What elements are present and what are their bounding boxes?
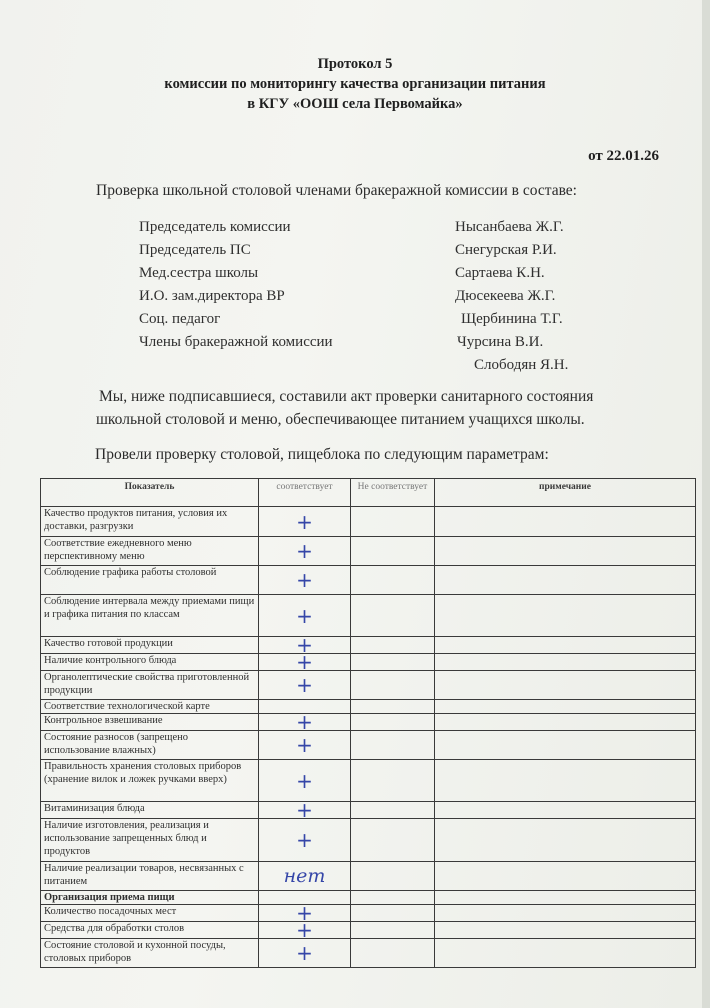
table-row <box>41 671 696 700</box>
table-row <box>41 905 696 922</box>
indicator-cell: Наличие контрольного блюда <box>41 654 259 671</box>
complies-mark: нет <box>259 862 351 891</box>
not-complies-cell <box>351 760 435 802</box>
note-cell <box>435 671 696 700</box>
indicator-cell: Правильность хранения столовых приборов (хранение вилок и ложек ручками вверх) <box>41 760 259 802</box>
complies-mark: + <box>259 595 351 637</box>
table-row <box>41 802 696 819</box>
member-role: Председатель ПС <box>139 242 251 258</box>
complies-mark: + <box>259 819 351 862</box>
not-complies-cell <box>351 862 435 891</box>
table-row <box>41 891 696 905</box>
table-row <box>41 566 696 595</box>
note-cell <box>435 507 696 537</box>
table-row <box>41 637 696 654</box>
table-row <box>41 731 696 760</box>
table-row <box>41 507 696 537</box>
table-row <box>41 714 696 731</box>
member-name: Сартаева К.Н. <box>455 265 545 281</box>
note-cell <box>435 654 696 671</box>
table-row <box>41 595 696 637</box>
note-cell <box>435 939 696 968</box>
indicator-cell: Витаминизация блюда <box>41 802 259 819</box>
note-cell <box>435 905 696 922</box>
indicator-cell: Средства для обработки столов <box>41 922 259 939</box>
note-cell <box>435 537 696 566</box>
not-complies-cell <box>351 802 435 819</box>
complies-mark: + <box>259 802 351 819</box>
table-row <box>41 537 696 566</box>
complies-mark: + <box>259 537 351 566</box>
member-role: Члены бракеражной комиссии <box>139 334 333 350</box>
indicator-cell: Организация приема пищи <box>41 891 259 905</box>
member-name: Снегурская Р.И. <box>455 242 557 258</box>
table-row <box>41 760 696 802</box>
table-row <box>41 819 696 862</box>
member-role: И.О. зам.директора ВР <box>139 288 285 304</box>
table-row <box>41 939 696 968</box>
note-cell <box>435 819 696 862</box>
complies-mark: + <box>259 731 351 760</box>
complies-mark: + <box>259 654 351 671</box>
table-row <box>41 862 696 891</box>
school-name: в КГУ «ООШ села Первомайка» <box>247 96 463 112</box>
member-role: Председатель комиссии <box>139 219 291 235</box>
member-role: Соц. педагог <box>139 311 221 327</box>
not-complies-cell <box>351 731 435 760</box>
member-name: Чурсина В.И. <box>457 334 544 350</box>
not-complies-cell <box>351 537 435 566</box>
indicator-cell: Контрольное взвешивание <box>41 714 259 731</box>
protocol-date: от 22.01.26 <box>588 148 659 164</box>
statement-line: школьной столовой и меню, обеспечивающее питанием учащихся школы. <box>96 411 585 428</box>
complies-mark: + <box>259 905 351 922</box>
intro-text: Проверка школьной столовой членами бракеражной комиссии в составе: <box>96 182 577 199</box>
member-name: Дюсекеева Ж.Г. <box>455 288 556 304</box>
indicator-cell: Соответствие ежедневного меню перспективному меню <box>41 537 259 566</box>
indicator-cell: Количество посадочных мест <box>41 905 259 922</box>
note-cell <box>435 637 696 654</box>
complies-mark: + <box>259 939 351 968</box>
params-intro: Провели проверку столовой, пищеблока по следующим параметрам: <box>95 446 549 463</box>
not-complies-cell <box>351 891 435 905</box>
note-cell <box>435 731 696 760</box>
column-header-indicator: Показатель <box>41 479 259 507</box>
note-cell <box>435 700 696 714</box>
not-complies-cell <box>351 922 435 939</box>
note-cell <box>435 862 696 891</box>
indicator-cell: Состояние столовой и кухонной посуды, столовых приборов <box>41 939 259 968</box>
note-cell <box>435 595 696 637</box>
member-name: Слободян Я.Н. <box>474 357 569 373</box>
not-complies-cell <box>351 714 435 731</box>
complies-mark: + <box>259 922 351 939</box>
column-header-complies: соответствует <box>259 479 351 507</box>
member-role: Мед.сестра школы <box>139 265 259 281</box>
inspection-table <box>40 478 696 968</box>
indicator-cell: Наличие изготовления, реализация и использование запрещенных блюд и продуктов <box>41 819 259 862</box>
table-row <box>41 654 696 671</box>
note-cell <box>435 760 696 802</box>
not-complies-cell <box>351 819 435 862</box>
note-cell <box>435 891 696 905</box>
not-complies-cell <box>351 939 435 968</box>
column-header-note: примечание <box>435 479 696 507</box>
indicator-cell: Соблюдение интервала между приемами пищи и графика питания по классам <box>41 595 259 637</box>
indicator-cell: Органолептические свойства приготовленной продукции <box>41 671 259 700</box>
not-complies-cell <box>351 595 435 637</box>
not-complies-cell <box>351 637 435 654</box>
not-complies-cell <box>351 905 435 922</box>
member-name: Нысанбаева Ж.Г. <box>455 219 564 235</box>
not-complies-cell <box>351 566 435 595</box>
not-complies-cell <box>351 671 435 700</box>
complies-mark: + <box>259 714 351 731</box>
note-cell <box>435 802 696 819</box>
table-header-row <box>41 479 696 507</box>
complies-mark: + <box>259 760 351 802</box>
not-complies-cell <box>351 700 435 714</box>
indicator-cell: Наличие реализации товаров, несвязанных с питанием <box>41 862 259 891</box>
table-row <box>41 922 696 939</box>
note-cell <box>435 714 696 731</box>
member-name: Щербинина Т.Г. <box>461 311 563 327</box>
note-cell <box>435 922 696 939</box>
complies-mark: + <box>259 671 351 700</box>
note-cell <box>435 566 696 595</box>
indicator-cell: Состояние разносов (запрещено использование влажных) <box>41 731 259 760</box>
table-row <box>41 700 696 714</box>
indicator-cell: Качество готовой продукции <box>41 637 259 654</box>
complies-mark: + <box>259 507 351 537</box>
not-complies-cell <box>351 654 435 671</box>
complies-mark: + <box>259 566 351 595</box>
protocol-number: Протокол 5 <box>317 56 393 72</box>
indicator-cell: Качество продуктов питания, условия их доставки, разгрузки <box>41 507 259 537</box>
column-header-not-complies: Не соответствует <box>351 479 435 507</box>
indicator-cell: Соответствие технологической карте <box>41 700 259 714</box>
indicator-cell: Соблюдение графика работы столовой <box>41 566 259 595</box>
not-complies-cell <box>351 507 435 537</box>
complies-mark: + <box>259 637 351 654</box>
statement-line: Мы, ниже подписавшиеся, составили акт проверки санитарного состояния <box>99 388 594 405</box>
commission-title: комиссии по мониторингу качества организации питания <box>164 76 546 92</box>
